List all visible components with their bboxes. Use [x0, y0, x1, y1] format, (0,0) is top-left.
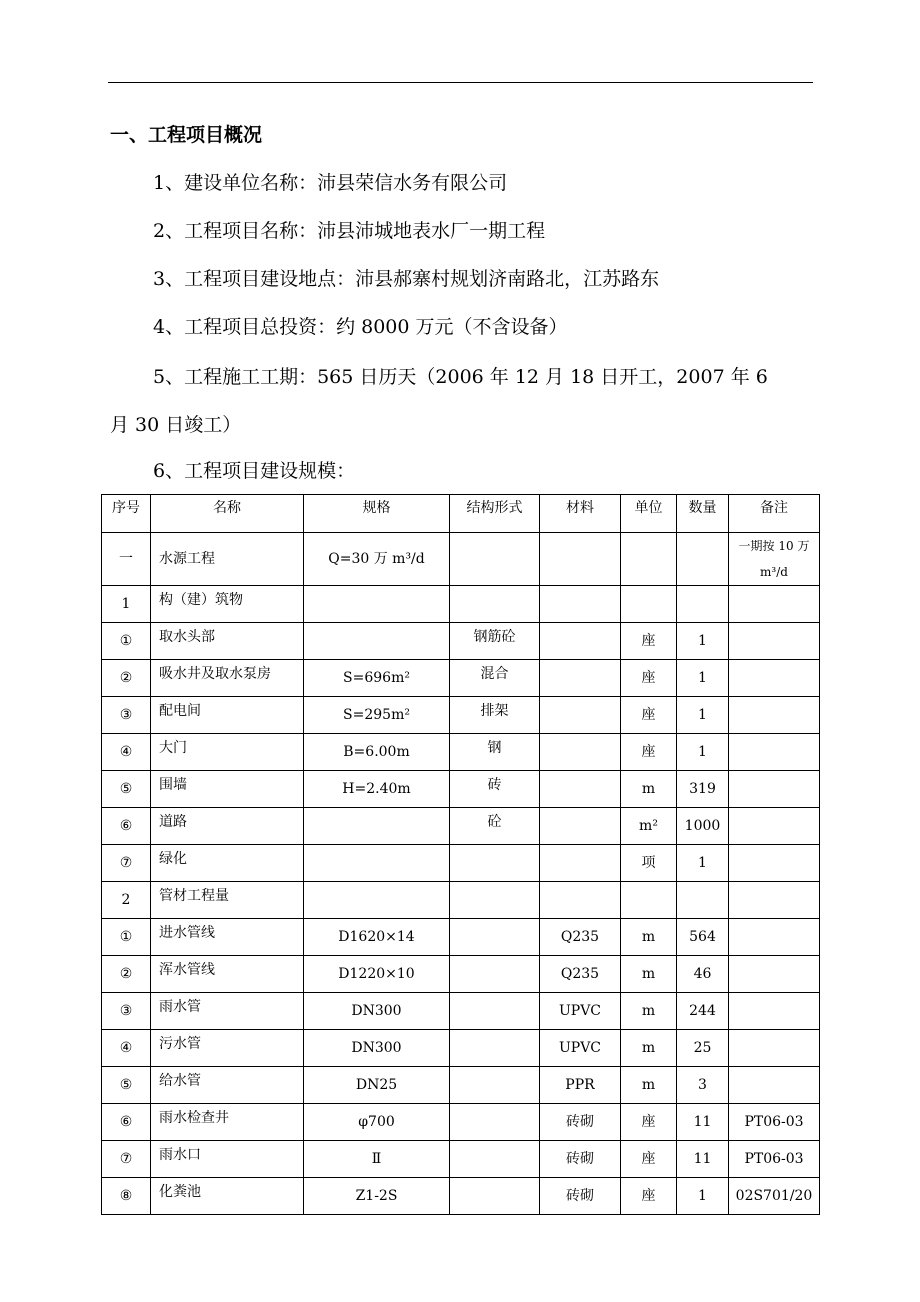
section-heading: 一、工程项目概况 [110, 124, 263, 146]
cell-spec: D1220×10 [304, 956, 450, 993]
cell-quantity [677, 882, 729, 919]
cell-material [540, 808, 621, 845]
header-rule [108, 82, 813, 83]
table-row [102, 734, 820, 771]
cell-structure: 砖 [450, 771, 540, 808]
item-total-investment: 4、工程项目总投资：约 8000 万元（不含设备） [153, 316, 568, 338]
cell-index: ⑧ [102, 1178, 151, 1215]
cell-unit: m [621, 1030, 677, 1067]
cell-structure: 钢 [450, 734, 540, 771]
cell-quantity: 1 [677, 660, 729, 697]
table-row [102, 660, 820, 697]
cell-material [540, 586, 621, 623]
cell-index: ④ [102, 1030, 151, 1067]
cell-remark: PT06-03 [729, 1141, 820, 1178]
cell-unit [621, 533, 677, 586]
col-header-structure: 结构形式 [450, 495, 540, 533]
cell-index: ④ [102, 734, 151, 771]
cell-name: 道路 [151, 808, 304, 845]
cell-structure [450, 956, 540, 993]
cell-structure [450, 882, 540, 919]
cell-name: 大门 [151, 734, 304, 771]
cell-index: ① [102, 623, 151, 660]
cell-structure: 钢筋砼 [450, 623, 540, 660]
cell-structure [450, 845, 540, 882]
cell-index: ⑤ [102, 1067, 151, 1104]
cell-unit: 座 [621, 1141, 677, 1178]
cell-unit [621, 586, 677, 623]
cell-unit: 座 [621, 623, 677, 660]
cell-spec: D1620×14 [304, 919, 450, 956]
cell-material [540, 660, 621, 697]
cell-spec [304, 623, 450, 660]
cell-name: 浑水管线 [151, 956, 304, 993]
table-row [102, 919, 820, 956]
cell-remark [729, 882, 820, 919]
cell-index: ⑦ [102, 1141, 151, 1178]
cell-spec: Ⅱ [304, 1141, 450, 1178]
cell-name: 水源工程 [151, 533, 304, 586]
cell-name: 管材工程量 [151, 882, 304, 919]
item-project-name: 2、工程项目名称：沛县沛城地表水厂一期工程 [153, 220, 546, 242]
cell-spec: S=696m² [304, 660, 450, 697]
item-construction-scale: 6、工程项目建设规模： [153, 460, 356, 482]
scale-table [101, 494, 820, 1215]
cell-remark [729, 734, 820, 771]
cell-name: 围墙 [151, 771, 304, 808]
cell-quantity: 319 [677, 771, 729, 808]
table-row [102, 845, 820, 882]
cell-unit: m [621, 956, 677, 993]
cell-unit: m² [621, 808, 677, 845]
cell-quantity: 1 [677, 845, 729, 882]
cell-spec: S=295m² [304, 697, 450, 734]
cell-remark [729, 956, 820, 993]
cell-material: 砖砌 [540, 1178, 621, 1215]
cell-material: 砖砌 [540, 1104, 621, 1141]
cell-quantity [677, 533, 729, 586]
cell-unit: m [621, 919, 677, 956]
cell-name: 雨水口 [151, 1141, 304, 1178]
cell-material [540, 697, 621, 734]
cell-index: 2 [102, 882, 151, 919]
cell-index: ③ [102, 993, 151, 1030]
cell-remark [729, 697, 820, 734]
table-row [102, 993, 820, 1030]
cell-quantity: 46 [677, 956, 729, 993]
cell-spec: H=2.40m [304, 771, 450, 808]
table-row [102, 808, 820, 845]
cell-spec: Z1-2S [304, 1178, 450, 1215]
cell-name: 吸水井及取水泵房 [151, 660, 304, 697]
cell-structure [450, 1067, 540, 1104]
cell-spec: DN300 [304, 1030, 450, 1067]
table-row [102, 1067, 820, 1104]
cell-structure: 排架 [450, 697, 540, 734]
cell-material: UPVC [540, 1030, 621, 1067]
cell-material: Q235 [540, 919, 621, 956]
cell-quantity: 11 [677, 1104, 729, 1141]
cell-spec [304, 808, 450, 845]
col-header-name: 名称 [151, 495, 304, 533]
cell-index: ③ [102, 697, 151, 734]
cell-quantity: 1000 [677, 808, 729, 845]
cell-unit: 座 [621, 1104, 677, 1141]
cell-unit: 座 [621, 1178, 677, 1215]
cell-remark [729, 808, 820, 845]
cell-index: ⑦ [102, 845, 151, 882]
col-header-remark: 备注 [729, 495, 820, 533]
cell-spec: B=6.00m [304, 734, 450, 771]
cell-quantity: 1 [677, 1178, 729, 1215]
cell-name: 雨水检查井 [151, 1104, 304, 1141]
cell-unit [621, 882, 677, 919]
table-row [102, 623, 820, 660]
cell-quantity: 3 [677, 1067, 729, 1104]
table-row [102, 882, 820, 919]
cell-remark: 02S701/20 [729, 1178, 820, 1215]
cell-name: 取水头部 [151, 623, 304, 660]
col-header-unit: 单位 [621, 495, 677, 533]
table-row [102, 956, 820, 993]
cell-name: 雨水管 [151, 993, 304, 1030]
cell-unit: m [621, 993, 677, 1030]
item-construction-period-cont: 月 30 日竣工） [110, 414, 242, 436]
cell-material: 砖砌 [540, 1141, 621, 1178]
col-header-spec: 规格 [304, 495, 450, 533]
cell-quantity [677, 586, 729, 623]
cell-material [540, 882, 621, 919]
cell-material [540, 533, 621, 586]
cell-unit: m [621, 771, 677, 808]
cell-material [540, 845, 621, 882]
cell-structure [450, 1141, 540, 1178]
cell-index: ① [102, 919, 151, 956]
cell-name: 构（建）筑物 [151, 586, 304, 623]
cell-quantity: 25 [677, 1030, 729, 1067]
cell-name: 绿化 [151, 845, 304, 882]
cell-remark [729, 623, 820, 660]
cell-quantity: 11 [677, 1141, 729, 1178]
cell-spec [304, 586, 450, 623]
cell-remark [729, 1067, 820, 1104]
cell-spec: φ700 [304, 1104, 450, 1141]
cell-unit: 座 [621, 660, 677, 697]
cell-spec: DN25 [304, 1067, 450, 1104]
cell-structure: 砼 [450, 808, 540, 845]
cell-index: ⑤ [102, 771, 151, 808]
cell-quantity: 1 [677, 623, 729, 660]
cell-name: 给水管 [151, 1067, 304, 1104]
item-project-location: 3、工程项目建设地点：沛县郝寨村规划济南路北，江苏路东 [153, 268, 660, 290]
cell-structure [450, 1030, 540, 1067]
cell-spec: DN300 [304, 993, 450, 1030]
cell-remark [729, 586, 820, 623]
cell-unit: m [621, 1067, 677, 1104]
cell-material [540, 771, 621, 808]
item-construction-unit: 1、建设单位名称：沛县荣信水务有限公司 [153, 172, 508, 194]
cell-quantity: 1 [677, 734, 729, 771]
table-row [102, 697, 820, 734]
cell-quantity: 244 [677, 993, 729, 1030]
cell-remark: PT06-03 [729, 1104, 820, 1141]
cell-remark [729, 919, 820, 956]
cell-material: Q235 [540, 956, 621, 993]
cell-unit: 座 [621, 734, 677, 771]
cell-remark [729, 771, 820, 808]
cell-name: 进水管线 [151, 919, 304, 956]
cell-index: 一 [102, 533, 151, 586]
table-row [102, 1030, 820, 1067]
cell-unit: 项 [621, 845, 677, 882]
cell-name: 污水管 [151, 1030, 304, 1067]
cell-index: ⑥ [102, 1104, 151, 1141]
cell-index: ⑥ [102, 808, 151, 845]
cell-remark [729, 1030, 820, 1067]
cell-material: UPVC [540, 993, 621, 1030]
cell-structure [450, 993, 540, 1030]
col-header-index: 序号 [102, 495, 151, 533]
cell-remark: 一期按 10 万 m³/d [729, 533, 820, 586]
item-construction-period: 5、工程施工工期：565 日历天（2006 年 12 月 18 日开工，2007 年 6 [153, 366, 768, 388]
cell-structure [450, 1104, 540, 1141]
cell-material: PPR [540, 1067, 621, 1104]
cell-structure: 混合 [450, 660, 540, 697]
table-row [102, 1178, 820, 1215]
cell-index: 1 [102, 586, 151, 623]
cell-remark [729, 660, 820, 697]
cell-spec [304, 882, 450, 919]
cell-material [540, 734, 621, 771]
cell-structure [450, 919, 540, 956]
cell-index: ② [102, 660, 151, 697]
cell-material [540, 623, 621, 660]
cell-name: 配电间 [151, 697, 304, 734]
table-row [102, 533, 820, 586]
cell-structure [450, 586, 540, 623]
col-header-material: 材料 [540, 495, 621, 533]
table-header-row [102, 495, 820, 533]
cell-structure [450, 1178, 540, 1215]
cell-remark [729, 845, 820, 882]
table-row [102, 771, 820, 808]
cell-spec [304, 845, 450, 882]
table-row [102, 586, 820, 623]
cell-quantity: 1 [677, 697, 729, 734]
cell-name: 化粪池 [151, 1178, 304, 1215]
cell-remark [729, 993, 820, 1030]
cell-structure [450, 533, 540, 586]
col-header-quantity: 数量 [677, 495, 729, 533]
cell-unit: 座 [621, 697, 677, 734]
cell-quantity: 564 [677, 919, 729, 956]
table-row [102, 1141, 820, 1178]
table-row [102, 1104, 820, 1141]
cell-index: ② [102, 956, 151, 993]
cell-spec: Q=30 万 m³/d [304, 533, 450, 586]
